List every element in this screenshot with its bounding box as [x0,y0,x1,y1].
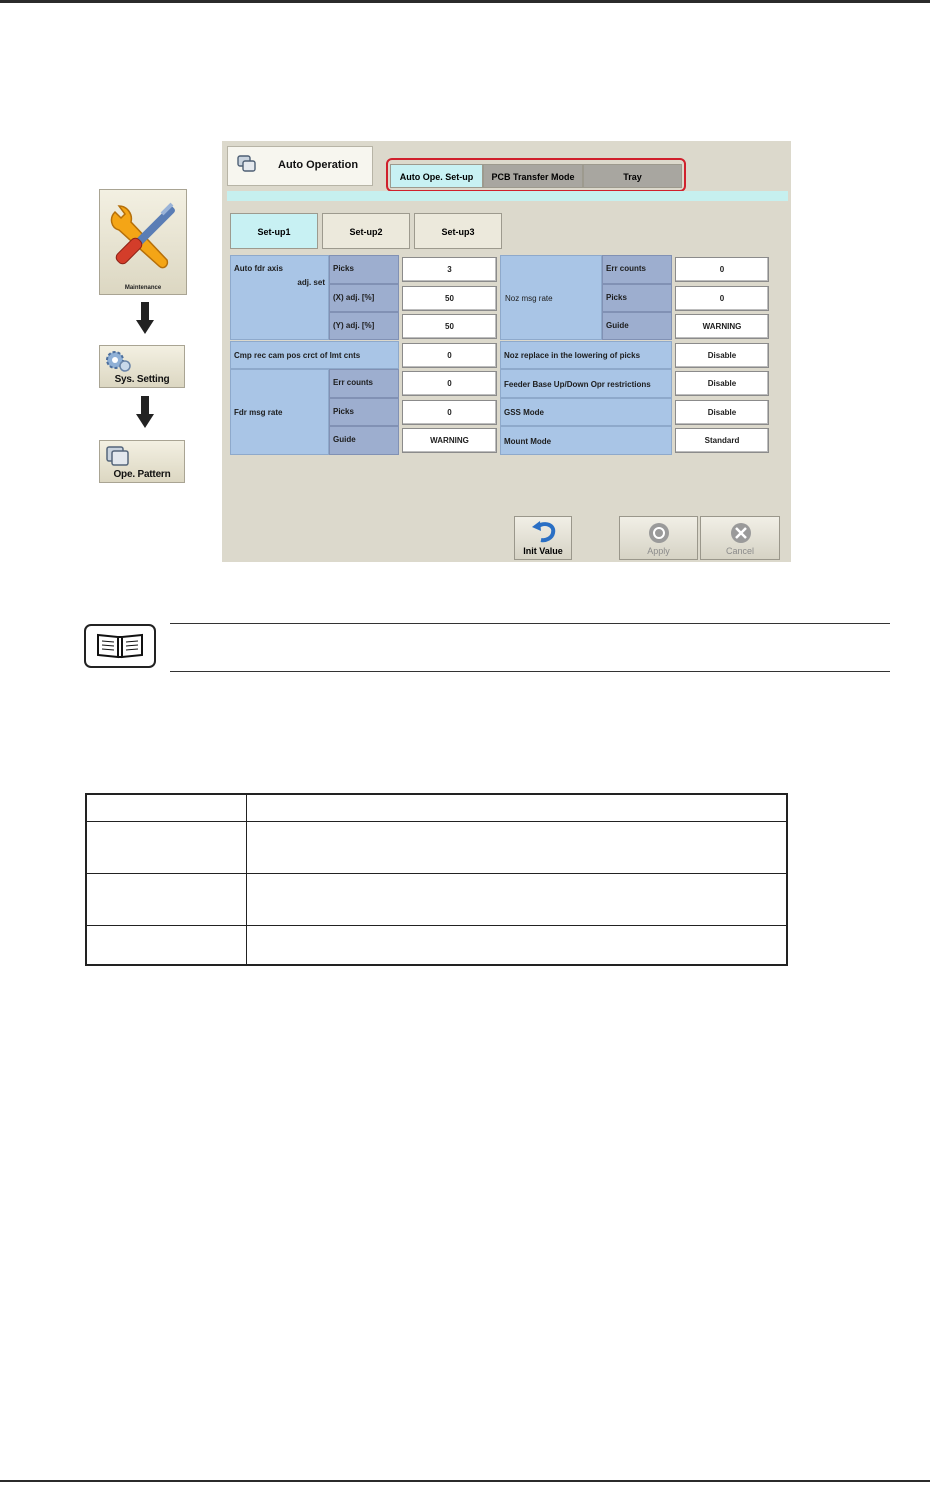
bottom-rule [0,1480,930,1482]
reference-rule-top [170,623,890,624]
mount-mode-label: Mount Mode [500,426,672,455]
table-cell [86,873,247,925]
noz-replace-field[interactable]: Disable [675,343,769,368]
auto-operation-icon [236,153,258,175]
auto-fdr-axis-group [230,255,329,340]
wrench-screwdriver-icon [101,192,187,278]
table-cell [247,794,788,821]
noz-err-counts-label: Err counts [602,255,672,284]
fdr-guide-field[interactable]: WARNING [402,428,497,453]
x-adj-field[interactable]: 50 [402,286,497,311]
auto-fdr-axis-label: Auto fdr axis [234,264,283,273]
manual-reference-box [84,624,156,668]
noz-guide-field[interactable]: WARNING [675,314,769,339]
cmp-rec-field[interactable]: 0 [402,343,497,368]
undo-arrow-icon [531,519,557,543]
auto-operation-screen [222,141,791,562]
settings-table [85,793,788,966]
feeder-base-field[interactable]: Disable [675,371,769,396]
book-icon [95,632,145,660]
gss-mode-label: GSS Mode [500,398,672,426]
maintenance-button[interactable] [99,189,187,295]
ope-pattern-icon [103,443,133,469]
fdr-msg-rate-label [230,369,329,455]
table-cell [86,794,247,821]
table-cell [86,925,247,965]
fdr-guide-label: Guide [329,426,399,455]
fdr-err-counts-field[interactable]: 0 [402,371,497,396]
cancel-button[interactable] [700,516,780,560]
noz-msg-rate-text: Noz msg rate [505,294,553,303]
highlight-frame [386,158,686,192]
table-row [86,821,787,873]
picks-label: Picks [329,255,399,284]
x-adj-label: (X) adj. [%] [329,284,399,312]
init-value-button[interactable] [514,516,572,560]
apply-icon [647,521,671,545]
tab-pcb-transfer-mode[interactable]: PCB Transfer Mode [483,164,583,188]
mount-mode-field[interactable]: Standard [675,428,769,453]
reference-rule-bottom [170,671,890,672]
y-adj-field[interactable]: 50 [402,314,497,339]
noz-replace-label: Noz replace in the lowering of picks [500,341,672,369]
fdr-msg-rate-text: Fdr msg rate [234,408,283,417]
table-row [86,873,787,925]
table-row [86,794,787,821]
table-cell [247,821,788,873]
y-adj-label: (Y) adj. [%] [329,312,399,340]
ope-pattern-button[interactable] [99,440,185,483]
table-cell [247,873,788,925]
gss-mode-field[interactable]: Disable [675,400,769,425]
subtab-setup2[interactable]: Set-up2 [322,213,410,249]
close-icon [729,521,753,545]
fdr-err-counts-label: Err counts [329,369,399,398]
cmp-rec-label: Cmp rec cam pos crct of lmt cnts [230,341,399,369]
table-row [86,925,787,965]
tab-auto-ope-setup[interactable]: Auto Ope. Set-up [390,164,483,188]
sys-setting-label: Sys. Setting [114,374,170,385]
window-title-box [227,146,373,186]
sys-setting-button[interactable] [99,345,185,388]
adj-set-label: adj. set [297,278,325,287]
window-title: Auto Operation [278,159,359,171]
top-rule [0,0,930,3]
table-cell [86,821,247,873]
subtab-setup3[interactable]: Set-up3 [414,213,502,249]
subtab-setup1[interactable]: Set-up1 [230,213,318,249]
apply-button[interactable] [619,516,698,560]
noz-picks-field[interactable]: 0 [675,286,769,311]
gear-icon [103,348,133,374]
noz-msg-rate-label [500,255,602,340]
down-arrow-1 [136,302,154,336]
noz-guide-label: Guide [602,312,672,340]
noz-err-counts-field[interactable]: 0 [675,257,769,282]
feeder-base-label: Feeder Base Up/Down Opr restrictions [500,369,672,398]
table-cell [247,925,788,965]
down-arrow-2 [136,396,154,430]
fdr-picks-label: Picks [329,398,399,426]
cancel-label: Cancel [725,546,754,556]
init-value-label: Init Value [523,546,563,556]
noz-picks-label: Picks [602,284,672,312]
ope-pattern-label: Ope. Pattern [113,469,171,480]
apply-label: Apply [647,546,670,556]
tab-tray[interactable]: Tray [583,164,682,188]
picks-field[interactable]: 3 [402,257,497,282]
tab-underline-strip [227,191,788,201]
maintenance-label: Maintenance [124,285,162,291]
fdr-picks-field[interactable]: 0 [402,400,497,425]
